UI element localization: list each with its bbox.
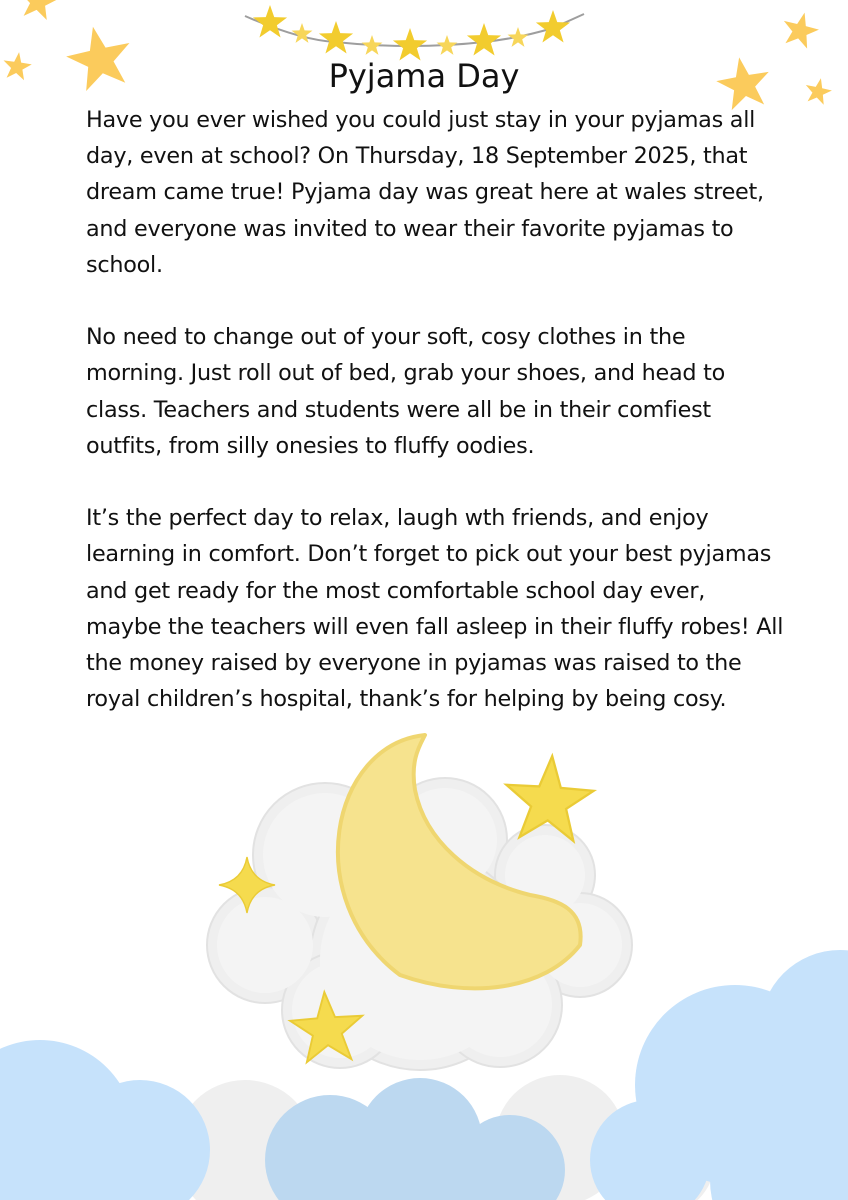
star-icon bbox=[16, 0, 60, 21]
star-icon bbox=[437, 35, 458, 55]
star-garland bbox=[245, 5, 584, 61]
star-icon bbox=[536, 10, 570, 43]
star-icon bbox=[508, 27, 529, 47]
star-icon bbox=[292, 23, 313, 43]
star-icon bbox=[467, 23, 501, 56]
paragraph: No need to change out of your soft, cosy clothes in the morning. Just roll out of bed, grab your shoes, and head to class. Teachers and students were all be in their comfiest outfits, from silly onesies to fluffy oodies. bbox=[86, 324, 726, 459]
page-title: Pyjama Day bbox=[328, 57, 520, 95]
paragraph: Have you ever wished you could just stay in your pyjamas all day, even at school? On Thursday, 18 September 2025, that dream came true! Pyjama day was great here at wales street, and everyone was invited to wear their favorite pyjamas to school. bbox=[86, 107, 764, 278]
star-icon bbox=[362, 35, 383, 55]
article-body bbox=[86, 102, 786, 754]
star-icon bbox=[253, 5, 287, 38]
star-icon bbox=[319, 21, 353, 54]
star-icon bbox=[779, 8, 822, 50]
paragraph: It’s the perfect day to relax, laugh wth friends, and enjoy learning in comfort. Don’t forget to pick out your best pyjamas and get ready for the most comfortable school day ever, maybe the teachers will even fall asleep in their fluffy robes! All the money raised by everyone in pyjamas was raised to the royal children’s hospital, thank’s for helping by being cosy. bbox=[86, 505, 784, 713]
